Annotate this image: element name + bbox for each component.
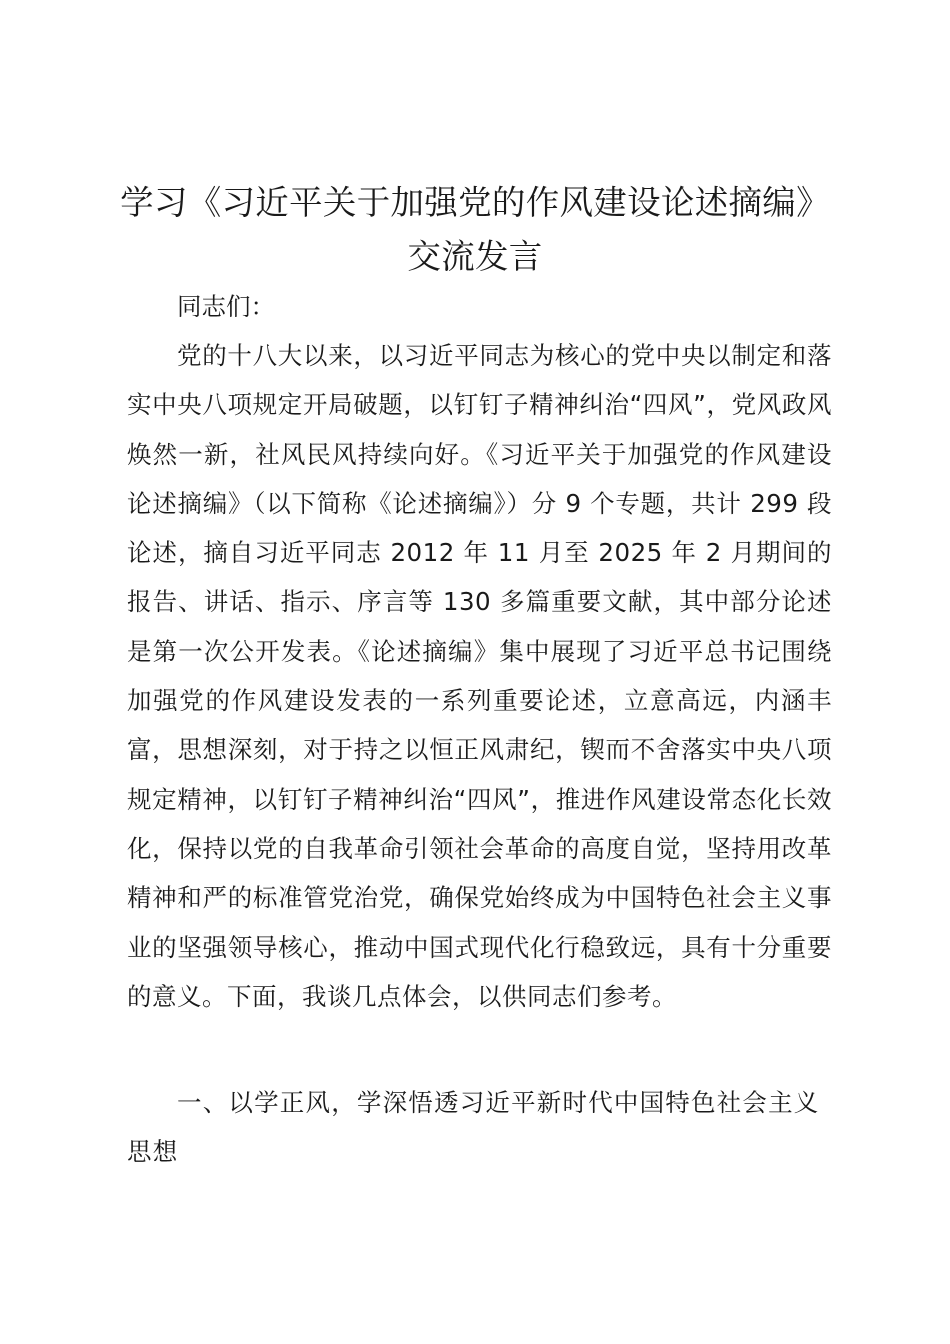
body-paragraph: 党的十八大以来，以习近平同志为核心的党中央以制定和落实中央八项规定开局破题，以钉钉子精神纠治“四风”，党风政风焕然一新，社风民风持续向好。《习近平关于加强党的作风建设论述摘编》（以下简称《论述摘编》）分 9 个专题，共计 299 段论述，摘自习近平同志 2012 年 11 月至 2025 年 2 月期间的报告、讲话、指示、序言等 130 多篇重要文献，其中部分论述是第一次公开发表。《论述摘编》集中展现了习近平总书记围绕加强党的作风建设发表的一系列重要论述，立意高远，内涵丰富，思想深刻，对于持之以恒正风肃纪，锲而不舍落实中央八项规定精神，以钉钉子精神纠治“四风”，推进作风建设常态化长效化，保持以党的自我革命引领社会革命的高度自觉，坚持用改革精神和严的标准管党治党，确保党始终成为中国特色社会主义事业的坚强领导核心，推动中国式现代化行稳致远，具有十分重要的意义。下面，我谈几点体会，以供同志们参考。: [127, 341, 832, 1011]
section-heading: 一、以学正风，学深悟透习近平新时代中国特色社会主义思想: [127, 1088, 820, 1167]
document-title: 学习《习近平关于加强党的作风建设论述摘编》交流发言: [120, 183, 830, 276]
greeting: 同志们：: [177, 292, 275, 321]
